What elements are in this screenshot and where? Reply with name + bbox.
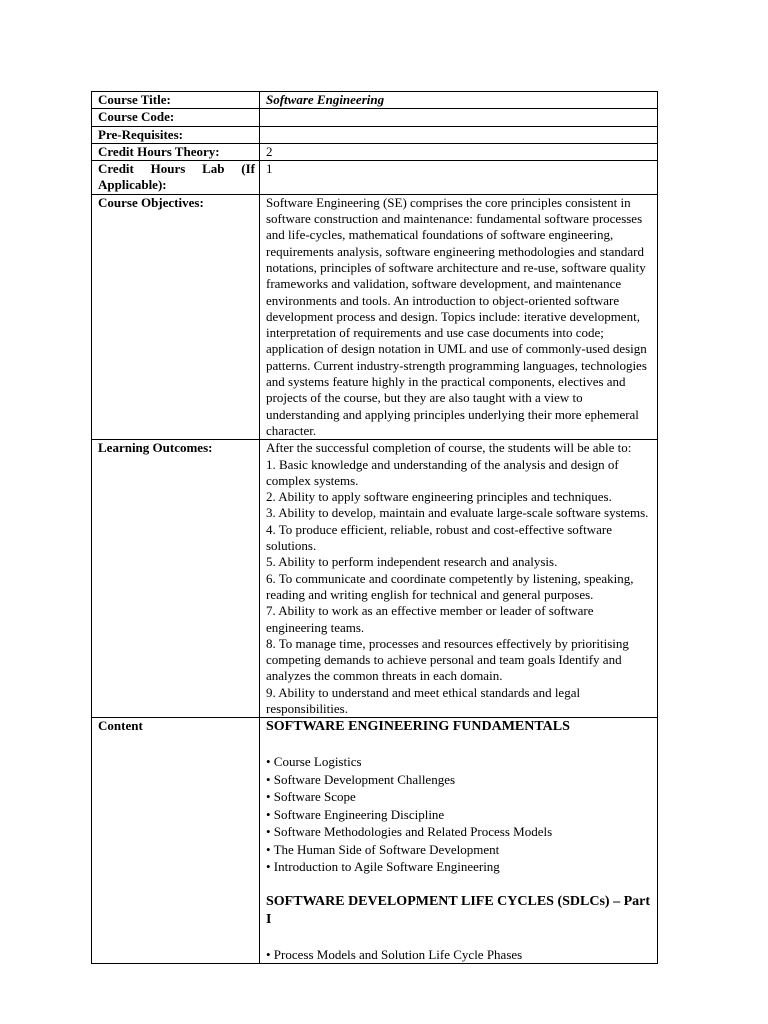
row-learning-outcomes	[92, 440, 658, 718]
content-spacer	[266, 736, 653, 754]
course-code-value	[260, 109, 658, 126]
credit-theory-value: 2	[260, 143, 658, 160]
outcome-item: 2. Ability to apply software engineering principles and techniques.	[266, 489, 612, 505]
content-list-item: • Software Methodologies and Related Process Models	[266, 824, 553, 840]
content-list-item: • Course Logistics	[266, 754, 362, 770]
credit-lab-label: Credit Hours Lab (If Applicable):	[92, 161, 260, 195]
course-objectives-value: Software Engineering (SE) comprises the core principles consistent in software construction and maintenance: fundamental software processes and life-cycles, mathematical foundations of software engineering, requirements analysis, software engineering methodologies and standard notations, principles of software architecture and re-use, software quality frameworks and validation, software development, and maintenance environments and tools. An introduction to object-oriented software development process and design. Topics include: iterative development, interpretation of requirements and use case documents into code; application of design notation in UML and use of commonly-used design patterns. Current industry-strength programming languages, technologies and systems feature highly in the practical components, electives and projects of the course, but they are also taught with a view to understanding and applying principles underlying their more ephemeral character.	[260, 194, 658, 439]
content-label: Content	[92, 718, 260, 964]
row-course-objectives	[92, 194, 658, 439]
content-list-item: • Process Models and Solution Life Cycle Phases	[266, 946, 523, 962]
course-title-label: Course Title:	[92, 92, 260, 109]
course-title-value: Software Engineering	[260, 92, 658, 109]
content-section-heading: SOFTWARE ENGINEERING FUNDAMENTALS	[266, 719, 570, 735]
outcomes-intro: After the successful completion of course, the students will be able to:	[266, 440, 632, 456]
outcome-item: 9. Ability to understand and meet ethical standards and legal responsibilities.	[266, 684, 581, 716]
content-section-list	[266, 753, 653, 876]
credit-theory-label: Credit Hours Theory:	[92, 143, 260, 160]
content-section-heading: SOFTWARE DEVELOPMENT LIFE CYCLES (SDLCs) – Part I	[266, 894, 651, 927]
content-section-list	[266, 946, 653, 964]
learning-outcomes-label: Learning Outcomes:	[92, 440, 260, 718]
row-credit-theory	[92, 143, 658, 160]
credit-lab-value: 1	[260, 161, 658, 195]
content-list-item: • The Human Side of Software Development	[266, 841, 500, 857]
pre-requisites-value	[260, 126, 658, 143]
outcome-item: 7. Ability to work as an effective member or leader of software engineering teams.	[266, 603, 594, 635]
content-list-item: • Introduction to Agile Software Engineering	[266, 859, 500, 875]
outcome-item: 4. To produce efficient, reliable, robust and cost-effective software solutions.	[266, 521, 612, 554]
pre-requisites-label: Pre-Requisites:	[92, 126, 260, 143]
content-value	[260, 718, 658, 964]
outcome-item: 8. To manage time, processes and resources effectively by prioritising competing demands to achieve personal and team goals Identify and analyzes the common threats in each domain.	[266, 635, 629, 684]
row-credit-lab	[92, 161, 658, 195]
learning-outcomes-value	[260, 440, 658, 718]
course-document	[91, 91, 657, 964]
course-outline-table	[91, 91, 658, 964]
content-spacer	[266, 876, 653, 894]
outcome-item: 3. Ability to develop, maintain and evaluate large-scale software systems.	[266, 505, 649, 521]
row-course-code	[92, 109, 658, 126]
course-code-label: Course Code:	[92, 109, 260, 126]
row-content	[92, 718, 658, 964]
content-list-item: • Software Scope	[266, 789, 356, 805]
outcome-item: 6. To communicate and coordinate competently by listening, speaking, reading and writing english for technical and general purposes.	[266, 570, 634, 602]
content-list-item: • Software Engineering Discipline	[266, 806, 445, 822]
content-spacer	[266, 928, 653, 946]
content-list-item: • Software Development Challenges	[266, 771, 456, 787]
outcome-item: 5. Ability to perform independent research and analysis.	[266, 554, 558, 570]
course-objectives-label: Course Objectives:	[92, 194, 260, 439]
row-course-title	[92, 92, 658, 109]
outcome-item: 1. Basic knowledge and understanding of the analysis and design of complex systems.	[266, 456, 619, 488]
row-pre-requisites	[92, 126, 658, 143]
